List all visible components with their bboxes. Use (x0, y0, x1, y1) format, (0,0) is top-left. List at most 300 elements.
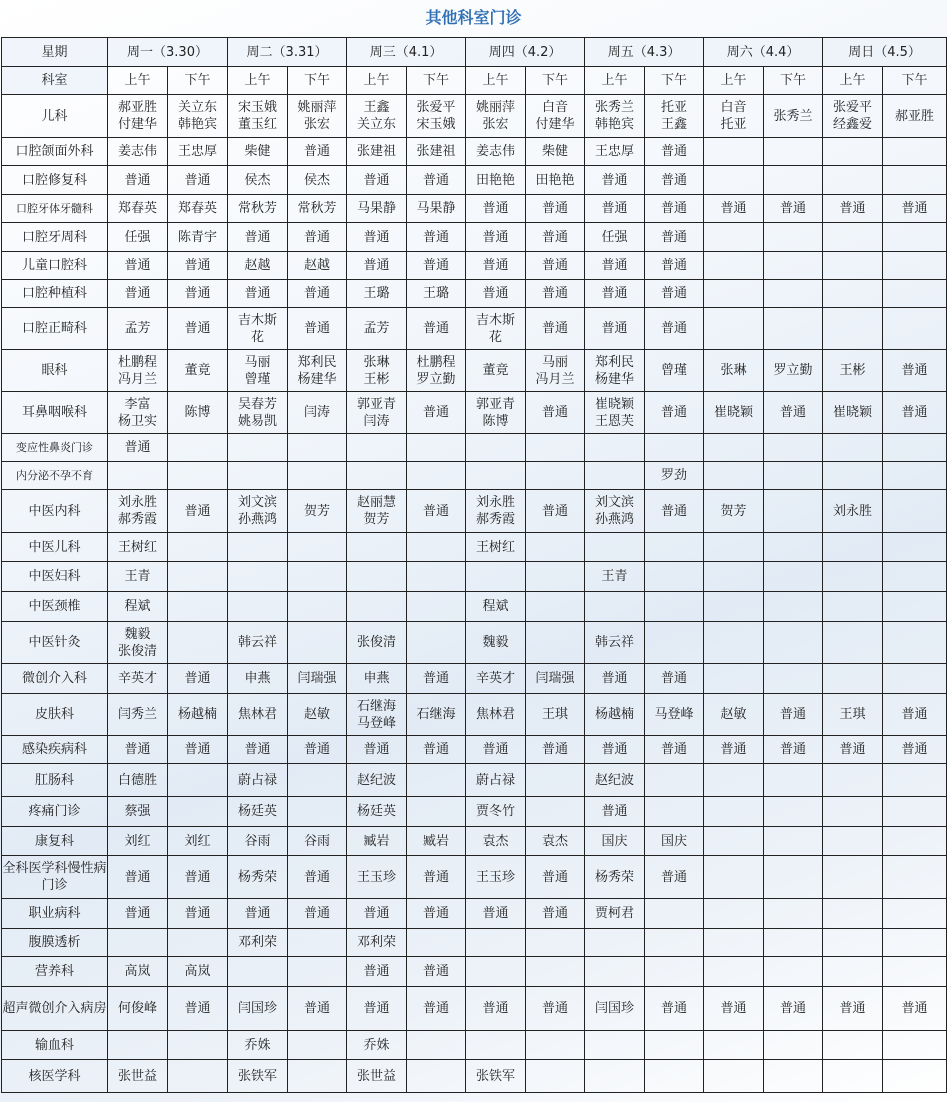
department-name: 中医内科 (2, 490, 108, 533)
doctor-name: 郝亚胜 (117, 100, 157, 115)
schedule-cell: 柴健 (526, 138, 585, 166)
schedule-cell: 罗立勤 (764, 350, 823, 392)
schedule-cell (407, 562, 466, 592)
schedule-cell (168, 764, 228, 797)
schedule-cell: 任强 (108, 223, 168, 252)
doctor-name: 郑利民 (595, 354, 635, 370)
doctor-name: 刘永胜 (117, 495, 157, 510)
schedule-cell (526, 797, 585, 827)
schedule-cell: 普通 (407, 166, 466, 195)
schedule-cell (823, 957, 883, 987)
doctor-name: 王鑫 (363, 100, 390, 115)
schedule-cell (823, 592, 883, 622)
schedule-cell: 王青 (585, 562, 645, 592)
schedule-cell (407, 434, 466, 462)
schedule-cell (168, 1031, 228, 1060)
schedule-cell (288, 1031, 347, 1060)
schedule-cell (168, 533, 228, 562)
am-label: 上午 (108, 67, 168, 95)
schedule-cell (823, 462, 883, 490)
schedule-cell (704, 1060, 764, 1093)
schedule-cell: 普通 (764, 392, 823, 434)
schedule-cell (764, 622, 823, 664)
schedule-cell (228, 350, 288, 392)
schedule-cell: 普通 (645, 223, 704, 252)
schedule-cell (288, 957, 347, 987)
department-name: 中医颈椎 (2, 592, 108, 622)
schedule-cell: 普通 (407, 308, 466, 350)
doctor-name: 张宏 (482, 117, 509, 132)
schedule-cell: 普通 (585, 308, 645, 350)
schedule-cell: 韩云祥 (585, 622, 645, 664)
schedule-cell: 臧岩 (407, 827, 466, 856)
schedule-cell (704, 664, 764, 694)
schedule-cell: 杨秀荣 (228, 856, 288, 899)
schedule-cell: 普通 (407, 736, 466, 764)
schedule-cell: 杨秀荣 (585, 856, 645, 899)
schedule-cell (526, 1031, 585, 1060)
schedule-cell (585, 1060, 645, 1093)
schedule-cell: 普通 (108, 252, 168, 280)
schedule-cell: 白德胜 (108, 764, 168, 797)
schedule-cell: 贺芳 (288, 490, 347, 533)
schedule-cell: 孟芳 (108, 308, 168, 350)
schedule-cell: 普通 (883, 987, 947, 1031)
schedule-cell (168, 797, 228, 827)
schedule-cell: 普通 (407, 987, 466, 1031)
doctor-name: 孙燕鸿 (595, 512, 635, 527)
schedule-cell (645, 899, 704, 929)
schedule-cell: 侯杰 (228, 166, 288, 195)
department-name: 口腔修复科 (2, 166, 108, 195)
schedule-cell: 普通 (347, 736, 407, 764)
schedule-cell (823, 622, 883, 664)
schedule-cell: 闫国珍 (228, 987, 288, 1031)
schedule-row (2, 797, 947, 827)
doctor-name: 董玉红 (238, 117, 278, 132)
schedule-cell: 王树红 (466, 533, 526, 562)
schedule-cell: 普通 (883, 694, 947, 736)
day-header: 周四（4.2） (466, 38, 585, 67)
schedule-row (2, 252, 947, 280)
schedule-row (2, 562, 947, 592)
doctor-name: 郭亚青 (357, 396, 397, 412)
schedule-cell (645, 562, 704, 592)
doctor-name: 刘文滨 (595, 495, 635, 510)
schedule-cell: 普通 (407, 899, 466, 929)
schedule-cell: 韩云祥 (228, 622, 288, 664)
schedule-row (2, 827, 947, 856)
schedule-cell: 王琪 (526, 694, 585, 736)
schedule-cell (407, 764, 466, 797)
schedule-cell (228, 533, 288, 562)
schedule-cell (645, 95, 704, 138)
schedule-cell (764, 138, 823, 166)
day-header-row (2, 38, 947, 67)
schedule-cell (704, 856, 764, 899)
schedule-cell (823, 764, 883, 797)
schedule-cell (645, 1031, 704, 1060)
schedule-cell: 普通 (645, 252, 704, 280)
department-name: 微创介入科 (2, 664, 108, 694)
schedule-cell (585, 592, 645, 622)
schedule-cell (764, 308, 823, 350)
schedule-cell: 普通 (585, 280, 645, 308)
schedule-cell: 董竟 (168, 350, 228, 392)
schedule-row (2, 736, 947, 764)
schedule-cell (704, 1031, 764, 1060)
doctor-name: 杨卫实 (117, 413, 157, 429)
doctor-name: 赵丽慧 (357, 495, 397, 510)
schedule-cell: 普通 (585, 797, 645, 827)
schedule-cell: 张俊清 (347, 622, 407, 664)
schedule-cell (228, 392, 288, 434)
schedule-cell: 刘永胜 (823, 490, 883, 533)
schedule-cell (108, 490, 168, 533)
day-header: 周三（4.1） (347, 38, 466, 67)
schedule-cell: 任强 (585, 223, 645, 252)
schedule-cell: 普通 (168, 856, 228, 899)
schedule-cell: 普通 (704, 987, 764, 1031)
schedule-cell (823, 533, 883, 562)
schedule-cell: 普通 (228, 899, 288, 929)
schedule-cell: 赵敏 (704, 694, 764, 736)
doctor-name: 刘永胜 (476, 495, 516, 510)
schedule-cell: 普通 (526, 490, 585, 533)
schedule-cell (288, 350, 347, 392)
schedule-row (2, 764, 947, 797)
schedule-cell (407, 533, 466, 562)
department-name: 全科医学科慢性病门诊 (2, 856, 108, 899)
schedule-cell (228, 308, 288, 350)
schedule-cell: 普通 (466, 223, 526, 252)
schedule-cell (407, 797, 466, 827)
department-name: 疼痛门诊 (2, 797, 108, 827)
schedule-cell (883, 533, 947, 562)
doctor-name: 关立东 (178, 100, 218, 115)
schedule-cell: 张世益 (108, 1060, 168, 1093)
schedule-cell: 马果静 (407, 195, 466, 223)
schedule-cell: 普通 (168, 280, 228, 308)
schedule-cell: 罗劲 (645, 462, 704, 490)
schedule-cell: 蔡强 (108, 797, 168, 827)
doctor-name: 花 (251, 329, 265, 345)
schedule-cell (883, 797, 947, 827)
schedule-cell (108, 622, 168, 664)
schedule-cell: 普通 (704, 736, 764, 764)
schedule-cell: 普通 (228, 736, 288, 764)
schedule-cell: 普通 (288, 736, 347, 764)
schedule-cell: 普通 (585, 195, 645, 223)
doctor-name: 吴春芳 (238, 396, 278, 412)
schedule-cell: 贺芳 (704, 490, 764, 533)
schedule-row (2, 490, 947, 533)
schedule-cell: 普通 (883, 350, 947, 392)
doctor-name: 冯月兰 (535, 371, 575, 387)
schedule-cell (764, 280, 823, 308)
schedule-cell (526, 764, 585, 797)
am-label: 上午 (823, 67, 883, 95)
schedule-cell: 蔚占禄 (228, 764, 288, 797)
day-header: 周二（3.31） (228, 38, 347, 67)
department-name: 营养科 (2, 957, 108, 987)
schedule-cell: 普通 (645, 664, 704, 694)
schedule-cell (764, 252, 823, 280)
schedule-cell (883, 592, 947, 622)
schedule-cell (883, 622, 947, 664)
department-name: 口腔颌面外科 (2, 138, 108, 166)
doctor-name: 郝秀霞 (117, 512, 157, 527)
schedule-cell (704, 929, 764, 957)
am-label: 上午 (347, 67, 407, 95)
pm-label: 下午 (764, 67, 823, 95)
schedule-cell: 高岚 (108, 957, 168, 987)
pm-label: 下午 (526, 67, 585, 95)
schedule-cell: 闫涛 (288, 392, 347, 434)
doctor-name: 郝秀霞 (476, 512, 516, 527)
schedule-cell (764, 592, 823, 622)
schedule-cell (526, 929, 585, 957)
schedule-cell (704, 166, 764, 195)
schedule-cell: 乔姝 (347, 1031, 407, 1060)
pm-label: 下午 (407, 67, 466, 95)
schedule-cell (228, 434, 288, 462)
schedule-cell (704, 223, 764, 252)
schedule-cell: 郝亚胜 (883, 95, 947, 138)
schedule-cell (108, 929, 168, 957)
schedule-cell (288, 462, 347, 490)
schedule-cell: 田艳艳 (466, 166, 526, 195)
department-name: 眼科 (2, 350, 108, 392)
schedule-cell: 石继海 (407, 694, 466, 736)
schedule-cell: 普通 (526, 252, 585, 280)
schedule-cell (228, 957, 288, 987)
schedule-cell: 普通 (526, 987, 585, 1031)
schedule-cell (764, 957, 823, 987)
schedule-cell (883, 957, 947, 987)
schedule-cell (347, 562, 407, 592)
schedule-cell: 闫瑞强 (526, 664, 585, 694)
schedule-cell: 普通 (645, 308, 704, 350)
schedule-cell (288, 95, 347, 138)
schedule-cell: 普通 (108, 899, 168, 929)
schedule-cell (823, 827, 883, 856)
schedule-cell: 普通 (585, 664, 645, 694)
schedule-cell (228, 95, 288, 138)
schedule-cell: 普通 (645, 166, 704, 195)
department-name: 内分泌不孕不育 (2, 462, 108, 490)
schedule-cell: 普通 (288, 308, 347, 350)
schedule-cell (407, 350, 466, 392)
am-label: 上午 (228, 67, 288, 95)
schedule-cell (764, 797, 823, 827)
schedule-cell (466, 434, 526, 462)
schedule-cell (228, 462, 288, 490)
schedule-row (2, 929, 947, 957)
schedule-cell (288, 622, 347, 664)
schedule-cell (407, 95, 466, 138)
schedule-cell: 普通 (645, 736, 704, 764)
pm-label: 下午 (645, 67, 704, 95)
schedule-cell (168, 434, 228, 462)
schedule-cell: 董竟 (466, 350, 526, 392)
schedule-cell (347, 592, 407, 622)
schedule-cell (823, 664, 883, 694)
department-name: 皮肤科 (2, 694, 108, 736)
schedule-cell: 普通 (347, 899, 407, 929)
schedule-cell (883, 138, 947, 166)
schedule-cell: 普通 (526, 856, 585, 899)
schedule-cell: 普通 (526, 280, 585, 308)
schedule-cell: 普通 (288, 280, 347, 308)
doctor-name: 白音 (720, 100, 747, 115)
schedule-cell (764, 899, 823, 929)
doctor-name: 韩艳宾 (178, 117, 218, 132)
schedule-cell: 王玉珍 (466, 856, 526, 899)
schedule-cell: 普通 (168, 987, 228, 1031)
schedule-cell (645, 533, 704, 562)
schedule-cell: 普通 (228, 280, 288, 308)
schedule-cell (168, 1060, 228, 1093)
schedule-cell: 普通 (645, 856, 704, 899)
schedule-cell: 普通 (764, 195, 823, 223)
schedule-cell: 张铁军 (228, 1060, 288, 1093)
schedule-cell (764, 856, 823, 899)
schedule-cell (526, 350, 585, 392)
schedule-cell: 普通 (347, 223, 407, 252)
schedule-cell: 曾瑾 (645, 350, 704, 392)
department-name: 康复科 (2, 827, 108, 856)
schedule-cell (883, 899, 947, 929)
schedule-cell (704, 533, 764, 562)
doctor-name: 张爱平 (416, 100, 456, 115)
doctor-name: 宋玉娥 (238, 100, 278, 115)
schedule-cell (466, 957, 526, 987)
day-header: 周六（4.4） (704, 38, 823, 67)
schedule-cell: 张铁军 (466, 1060, 526, 1093)
schedule-cell: 普通 (466, 987, 526, 1031)
schedule-cell (168, 462, 228, 490)
schedule-cell: 崔晓颖 (704, 392, 764, 434)
schedule-cell: 辛英才 (108, 664, 168, 694)
schedule-cell (883, 252, 947, 280)
schedule-cell: 孟芳 (347, 308, 407, 350)
schedule-cell (764, 1060, 823, 1093)
schedule-cell: 普通 (526, 899, 585, 929)
schedule-cell: 普通 (347, 957, 407, 987)
schedule-cell (585, 95, 645, 138)
department-name: 中医针灸 (2, 622, 108, 664)
schedule-cell: 杨廷英 (347, 797, 407, 827)
schedule-cell: 王青 (108, 562, 168, 592)
schedule-cell (704, 308, 764, 350)
schedule-cell (168, 622, 228, 664)
schedule-cell (764, 462, 823, 490)
schedule-row (2, 138, 947, 166)
schedule-cell (764, 533, 823, 562)
schedule-cell (407, 929, 466, 957)
schedule-cell (585, 392, 645, 434)
schedule-cell (526, 562, 585, 592)
schedule-cell: 闫瑞强 (288, 664, 347, 694)
doctor-name: 贺芳 (363, 512, 390, 527)
schedule-cell: 普通 (288, 856, 347, 899)
schedule-cell (883, 490, 947, 533)
doctor-name: 姚易凯 (238, 413, 278, 429)
schedule-cell (883, 827, 947, 856)
doctor-name: 吉木斯 (476, 312, 516, 328)
schedule-cell (585, 929, 645, 957)
schedule-cell (585, 434, 645, 462)
schedule-cell: 郑春英 (108, 195, 168, 223)
schedule-cell (704, 957, 764, 987)
schedule-body (2, 95, 947, 1093)
schedule-cell (466, 1031, 526, 1060)
doctor-name: 姚丽萍 (297, 100, 337, 115)
schedule-row (2, 350, 947, 392)
schedule-cell: 王彬 (823, 350, 883, 392)
schedule-cell (823, 434, 883, 462)
schedule-cell (823, 856, 883, 899)
doctor-name: 经鑫爱 (833, 117, 873, 132)
schedule-cell (466, 929, 526, 957)
schedule-cell: 贾柯君 (585, 899, 645, 929)
schedule-cell (466, 490, 526, 533)
schedule-cell (645, 1060, 704, 1093)
schedule-cell: 普通 (585, 166, 645, 195)
schedule-cell: 王忠厚 (585, 138, 645, 166)
doctor-name: 张宏 (304, 117, 331, 132)
schedule-cell (823, 929, 883, 957)
schedule-cell (704, 827, 764, 856)
schedule-cell (407, 1060, 466, 1093)
schedule-cell: 普通 (108, 280, 168, 308)
schedule-cell: 高岚 (168, 957, 228, 987)
schedule-cell (764, 929, 823, 957)
doctor-name: 陈博 (482, 413, 509, 429)
schedule-cell: 普通 (645, 195, 704, 223)
schedule-cell (288, 764, 347, 797)
doctor-name: 吉木斯 (238, 312, 278, 328)
schedule-cell: 姜志伟 (108, 138, 168, 166)
schedule-cell: 普通 (526, 392, 585, 434)
schedule-cell: 普通 (526, 736, 585, 764)
schedule-cell (108, 462, 168, 490)
schedule-cell: 普通 (407, 223, 466, 252)
schedule-cell (704, 138, 764, 166)
schedule-cell (704, 462, 764, 490)
schedule-cell: 普通 (407, 856, 466, 899)
schedule-cell: 王忠厚 (168, 138, 228, 166)
schedule-cell: 赵越 (288, 252, 347, 280)
department-name: 职业病科 (2, 899, 108, 929)
department-name: 口腔种植科 (2, 280, 108, 308)
schedule-cell: 普通 (585, 736, 645, 764)
schedule-cell: 普通 (407, 392, 466, 434)
schedule-cell (823, 223, 883, 252)
schedule-cell: 普通 (526, 195, 585, 223)
schedule-cell: 谷雨 (228, 827, 288, 856)
schedule-cell (108, 350, 168, 392)
schedule-cell: 马果静 (347, 195, 407, 223)
doctor-name: 付建华 (535, 117, 575, 132)
schedule-cell: 田艳艳 (526, 166, 585, 195)
doctor-name: 闫涛 (363, 413, 390, 429)
doctor-name: 白音 (542, 100, 569, 115)
department-name: 口腔牙周科 (2, 223, 108, 252)
schedule-cell: 普通 (645, 280, 704, 308)
schedule-cell: 普通 (288, 223, 347, 252)
